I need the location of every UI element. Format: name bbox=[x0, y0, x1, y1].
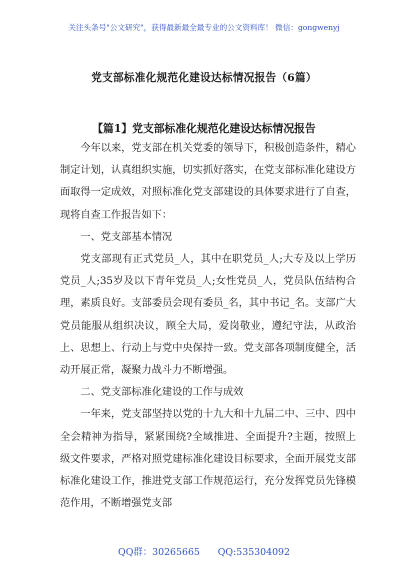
paragraph-work-results: 一年来，党支部坚持以党的十九大和十九届二中、三中、四中全会精神为指导，紧紧围绕?全域推进、全面提升?主题，按照上级文件要求，严格对照党建标准化建设目标要求，全面开展党支部标准化建设工作，推进党支部工作规范运行，充分发挥党员先锋模范作用，不断增强党支部 bbox=[60, 409, 356, 510]
heading-work-results: 二、党支部标准化建设的工作与成效 bbox=[80, 387, 244, 399]
footer-contact: QQ群：30265665 QQ:535304092 bbox=[118, 547, 290, 558]
document-title: 党支部标准化规范化建设达标情况报告（6篇） bbox=[91, 72, 317, 84]
paragraph-intro: 今年以来，党支部在机关党委的领导下，积极创造条件，精心制定计划，认真组织实施，切实抓好落实，在党支部标准化建设方面取得一定成效，对照标准化党支部建设的具体要求进行了自查，现将自查工作报告如下： bbox=[60, 143, 356, 221]
paragraph-basic-situation: 党支部现有正式党员_人，其中在职党员_人;大专及以上学历党员_人;35岁及以下青年党员_人;女性党员_人，党员队伍结构合理，素质良好。支部委员会现有委员_名，其中书记_名。支部广大党员能服从组织决议，顾全大局，爱岗敬业，遵纪守法，从政治上、思想上、行动上与党中央保持一致。党支部各项制度健全，活动开展正常，凝聚力战斗力不断增强。 bbox=[60, 254, 356, 377]
heading-basic-situation: 一、党支部基本情况 bbox=[80, 231, 173, 243]
header-banner: 关注头条号"公文研究"，获得最新最全最专业的公文资料库！ 微信：gongwenyj bbox=[68, 23, 340, 32]
section-heading: 【篇1】党支部标准化规范化建设达标情况报告 bbox=[92, 122, 316, 135]
document-body bbox=[60, 138, 356, 515]
